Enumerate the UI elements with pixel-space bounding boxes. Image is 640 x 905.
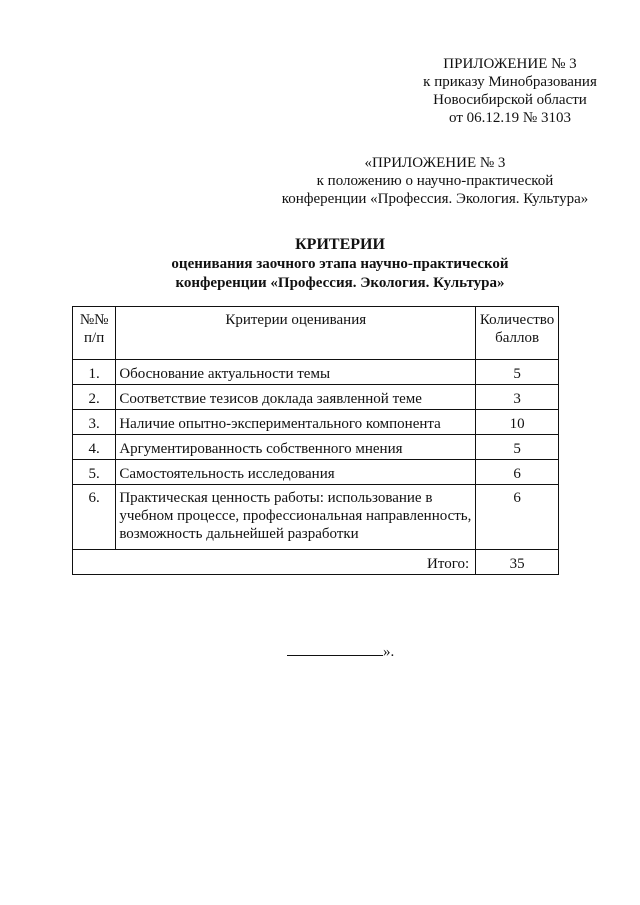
appendix-order-block [392, 55, 628, 127]
table-row [73, 435, 559, 460]
total-label: Итого: [73, 550, 476, 575]
title-main: КРИТЕРИИ [295, 236, 385, 253]
row-num: 3. [73, 410, 116, 435]
row-criterion: Практическая ценность работы: использование в учебном процессе, профессиональная направленность, возможность дальнейшей разработки [116, 485, 476, 550]
title-sub2: конференции «Профессия. Экология. Культура» [175, 275, 505, 291]
row-points: 5 [476, 435, 559, 460]
row-criterion: Наличие опытно-экспериментального компонента [116, 410, 476, 435]
table-header-row [73, 307, 559, 360]
row-num: 1. [73, 360, 116, 385]
header-points-line2: баллов [495, 330, 540, 346]
total-value: 35 [476, 550, 559, 575]
table-row [73, 360, 559, 385]
header-num-line1: №№ [79, 312, 109, 328]
appendix-order-line4: от 06.12.19 № 3103 [449, 110, 571, 126]
row-num: 2. [73, 385, 116, 410]
row-criterion: Обоснование актуальности темы [116, 360, 476, 385]
row-points: 10 [476, 410, 559, 435]
row-points: 6 [476, 460, 559, 485]
title-sub1: оценивания заочного этапа научно-практической [171, 256, 509, 272]
table-row [73, 410, 559, 435]
row-num: 6. [73, 485, 116, 550]
row-points: 5 [476, 360, 559, 385]
appendix-regulation-line1: «ПРИЛОЖЕНИЕ № 3 [364, 155, 506, 171]
document-title [100, 235, 580, 293]
header-points [476, 307, 559, 360]
row-num: 4. [73, 435, 116, 460]
appendix-order-line1: ПРИЛОЖЕНИЕ № 3 [443, 56, 577, 72]
header-num-line2: п/п [84, 330, 105, 346]
header-points-line1: Количество [479, 312, 555, 328]
table-row [73, 485, 559, 550]
row-num: 5. [73, 460, 116, 485]
header-num [73, 307, 116, 360]
signature-line [287, 643, 383, 656]
row-points: 3 [476, 385, 559, 410]
row-points: 6 [476, 485, 559, 550]
header-criteria: Критерии оценивания [116, 307, 476, 360]
closing-mark [287, 643, 394, 661]
appendix-order-line3: Новосибирской области [433, 92, 587, 108]
table-row [73, 385, 559, 410]
row-criterion: Соответствие тезисов доклада заявленной теме [116, 385, 476, 410]
appendix-order-line2: к приказу Минобразования [423, 74, 597, 90]
appendix-regulation-block [270, 154, 600, 208]
table-total-row [73, 550, 559, 575]
appendix-regulation-line2: к положению о научно-практической [316, 173, 554, 189]
appendix-regulation-line3: конференции «Профессия. Экология. Культура» [281, 191, 589, 207]
criteria-table [72, 306, 559, 575]
row-criterion: Аргументированность собственного мнения [116, 435, 476, 460]
closing-quote: ». [383, 644, 395, 660]
row-criterion: Самостоятельность исследования [116, 460, 476, 485]
table-row [73, 460, 559, 485]
